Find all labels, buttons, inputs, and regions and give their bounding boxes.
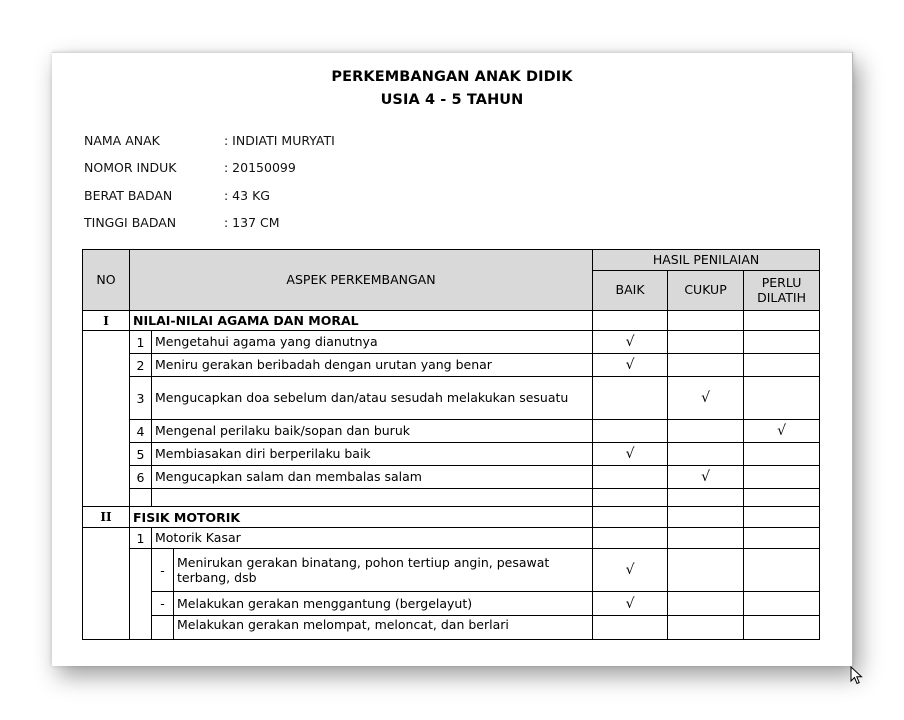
item-text: Mengucapkan doa sebelum dan/atau sesudah melakukan sesuatu — [152, 377, 593, 420]
check-cukup — [668, 592, 744, 616]
info-label: BERAT BADAN — [84, 188, 173, 203]
item-number: 3 — [130, 377, 152, 420]
check-cukup — [668, 331, 744, 354]
check-perlu — [744, 466, 820, 489]
table-row — [83, 420, 820, 443]
info-row-tinggi — [84, 215, 280, 230]
item-text: Menirukan gerakan binatang, pohon tertiup angin, pesawat terbang, dsb — [174, 549, 593, 592]
header-no: NO — [83, 250, 130, 311]
item-number: 6 — [130, 466, 152, 489]
document-title: PERKEMBANGAN ANAK DIDIK — [331, 69, 573, 85]
check-cukup — [668, 616, 744, 640]
section-title: NILAI-NILAI AGAMA DAN MORAL — [130, 311, 593, 331]
check-cukup — [668, 354, 744, 377]
section-title: FISIK MOTORIK — [130, 507, 593, 528]
info-value: : 43 KG — [224, 188, 270, 203]
header-perlu: PERLU DILATIH — [744, 271, 820, 311]
check-perlu — [744, 549, 820, 592]
item-text: Meniru gerakan beribadah dengan urutan yang benar — [152, 354, 593, 377]
check-baik — [593, 466, 668, 489]
check-perlu — [744, 331, 820, 354]
section-row — [83, 507, 820, 528]
check-baik: √ — [593, 443, 668, 466]
check-cukup: √ — [668, 377, 744, 420]
item-number: 1 — [130, 331, 152, 354]
document-subtitle: USIA 4 - 5 TAHUN — [380, 92, 524, 108]
check-perlu: √ — [744, 420, 820, 443]
assessment-table — [82, 249, 820, 640]
table-row — [83, 331, 820, 354]
section-row — [83, 311, 820, 331]
document-page — [52, 52, 853, 666]
info-value: : INDIATI MURYATI — [224, 133, 335, 148]
mouse-cursor-icon — [850, 666, 866, 686]
table-row — [83, 377, 820, 420]
item-number: 4 — [130, 420, 152, 443]
check-cukup: √ — [668, 466, 744, 489]
item-number: 5 — [130, 443, 152, 466]
table-row — [83, 616, 820, 640]
check-baik — [593, 616, 668, 640]
item-dash: - — [152, 592, 174, 616]
section-number: I — [83, 311, 130, 331]
header-aspek: ASPEK PERKEMBANGAN — [130, 250, 593, 311]
item-text: Mengenal perilaku baik/sopan dan buruk — [152, 420, 593, 443]
info-value: : 137 CM — [224, 215, 280, 230]
info-label: NAMA ANAK — [84, 133, 160, 148]
check-perlu — [744, 616, 820, 640]
info-value: : 20150099 — [224, 160, 296, 175]
table-row — [83, 549, 820, 592]
table-row — [83, 443, 820, 466]
check-perlu — [744, 443, 820, 466]
header-cukup: CUKUP — [668, 271, 744, 311]
check-cukup — [668, 443, 744, 466]
section-number: II — [83, 507, 130, 528]
check-cukup — [668, 549, 744, 592]
check-baik: √ — [593, 354, 668, 377]
check-baik: √ — [593, 331, 668, 354]
info-row-nomor — [84, 160, 296, 175]
subsection-row — [83, 528, 820, 549]
item-text: Melakukan gerakan menggantung (bergelayut) — [174, 592, 593, 616]
check-baik: √ — [593, 592, 668, 616]
check-perlu — [744, 354, 820, 377]
check-baik — [593, 420, 668, 443]
info-row-berat — [84, 188, 270, 203]
subsection-number: 1 — [130, 528, 152, 549]
item-dash — [152, 616, 174, 640]
item-text: Melakukan gerakan melompat, meloncat, dan berlari — [174, 616, 593, 640]
item-number: 2 — [130, 354, 152, 377]
subsection-title: Motorik Kasar — [152, 528, 593, 549]
info-row-nama — [84, 133, 335, 148]
header-baik: BAIK — [593, 271, 668, 311]
header-hasil: HASIL PENILAIAN — [593, 250, 820, 271]
item-text: Mengetahui agama yang dianutnya — [152, 331, 593, 354]
table-row — [83, 354, 820, 377]
check-baik — [593, 377, 668, 420]
check-baik: √ — [593, 549, 668, 592]
item-text: Membiasakan diri berperilaku baik — [152, 443, 593, 466]
check-perlu — [744, 592, 820, 616]
check-perlu — [744, 377, 820, 420]
info-label: TINGGI BADAN — [84, 215, 177, 230]
table-row — [83, 592, 820, 616]
table-row-empty — [83, 489, 820, 507]
item-text: Mengucapkan salam dan membalas salam — [152, 466, 593, 489]
check-cukup — [668, 420, 744, 443]
item-dash: - — [152, 549, 174, 592]
info-label: NOMOR INDUK — [84, 160, 177, 175]
table-row — [83, 466, 820, 489]
